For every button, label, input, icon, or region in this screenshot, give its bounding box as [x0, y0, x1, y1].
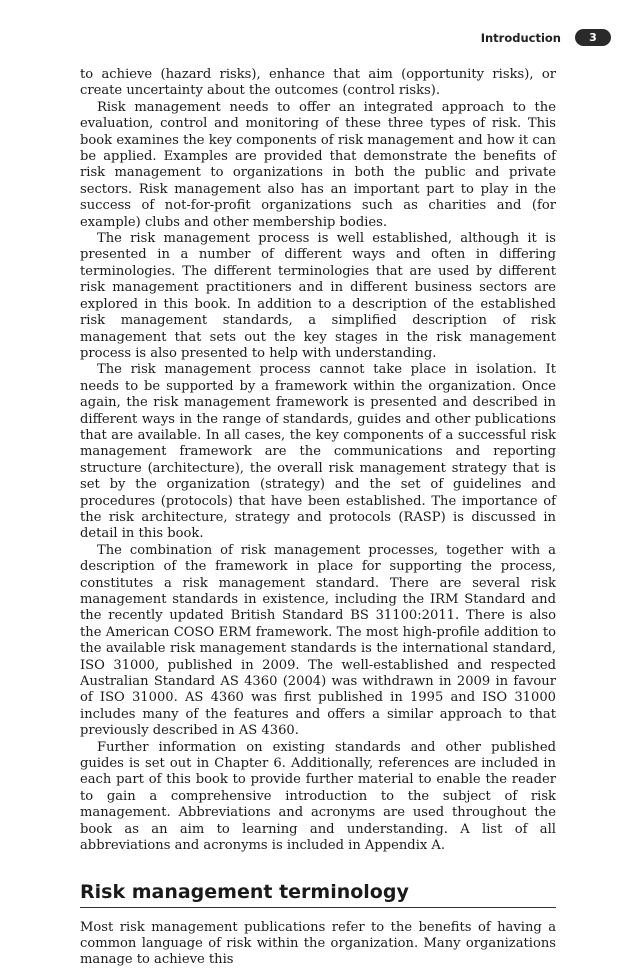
- paragraph: Risk management needs to offer an integrated approach to the evaluation, control and monitoring of these three types of risk. This book examines the key components of risk management and how it can be applied. Examples are provided that demonstrate the benefits of risk management to organizations in both the public and private sectors. Risk management also has an important part to play in the success of not-for-profit organizations such as charities and (for example) clubs and other membership bodies.: [80, 99, 556, 230]
- paragraph: The combination of risk management processes, together with a description of the framework in place for supporting the process, constitutes a risk management standard. There are several risk management standards in existence, including the IRM Standard and the recently updated British Standard BS 31100:2011. There is also the American COSO ERM framework. The most high-profile addition to the available risk management standards is the international standard, ISO 31000, published in 2009. The well-established and respected Australian Standard AS 4360 (2004) was withdrawn in 2009 in favour of ISO 31000. AS 4360 was first published in 1995 and ISO 31000 includes many of the features and offers a similar approach to that previously described in AS 4360.: [80, 542, 556, 739]
- paragraph-continuation: to achieve (hazard risks), enhance that aim (opportunity risks), or create uncertainty about the outcomes (control risks).: [80, 67, 556, 99]
- page-body: [80, 67, 556, 969]
- page-number-badge: 3: [575, 29, 611, 46]
- running-title: Introduction: [480, 30, 561, 45]
- running-header: [481, 29, 611, 46]
- section-heading: Risk management terminology: [80, 881, 556, 908]
- paragraph: Further information on existing standards and other published guides is set out in Chapter 6. Additionally, references are included in each part of this book to provide further material to enable the reader to gain a comprehensive introduction to the subject of risk management. Abbreviations and acronyms are used throughout the book as an aim to learning and understanding. A list of all abbreviations and acronyms is included in Appendix A.: [80, 739, 556, 854]
- paragraph: The risk management process cannot take place in isolation. It needs to be supported by a framework within the organization. Once again, the risk management framework is presented and described in different ways in the range of standards, guides and other publications that are available. In all cases, the key components of a successful risk management framework are the communications and reporting structure (architecture), the overall risk management strategy that is set by the organization (strategy) and the set of guidelines and procedures (protocols) that have been established. The importance of the risk architecture, strategy and protocols (RASP) is discussed in detail in this book.: [80, 362, 556, 542]
- paragraph: The risk management process is well established, although it is presented in a number of different ways and often in differing terminologies. The different terminologies that are used by different risk management practitioners and in different business sectors are explored in this book. In addition to a description of the established risk management standards, a simplified description of risk management that sets out the key stages in the risk management process is also presented to help with understanding.: [80, 231, 556, 361]
- section-paragraph: Most risk management publications refer to the benefits of having a common language of risk within the organization. Many organizations manage to achieve this: [80, 919, 556, 968]
